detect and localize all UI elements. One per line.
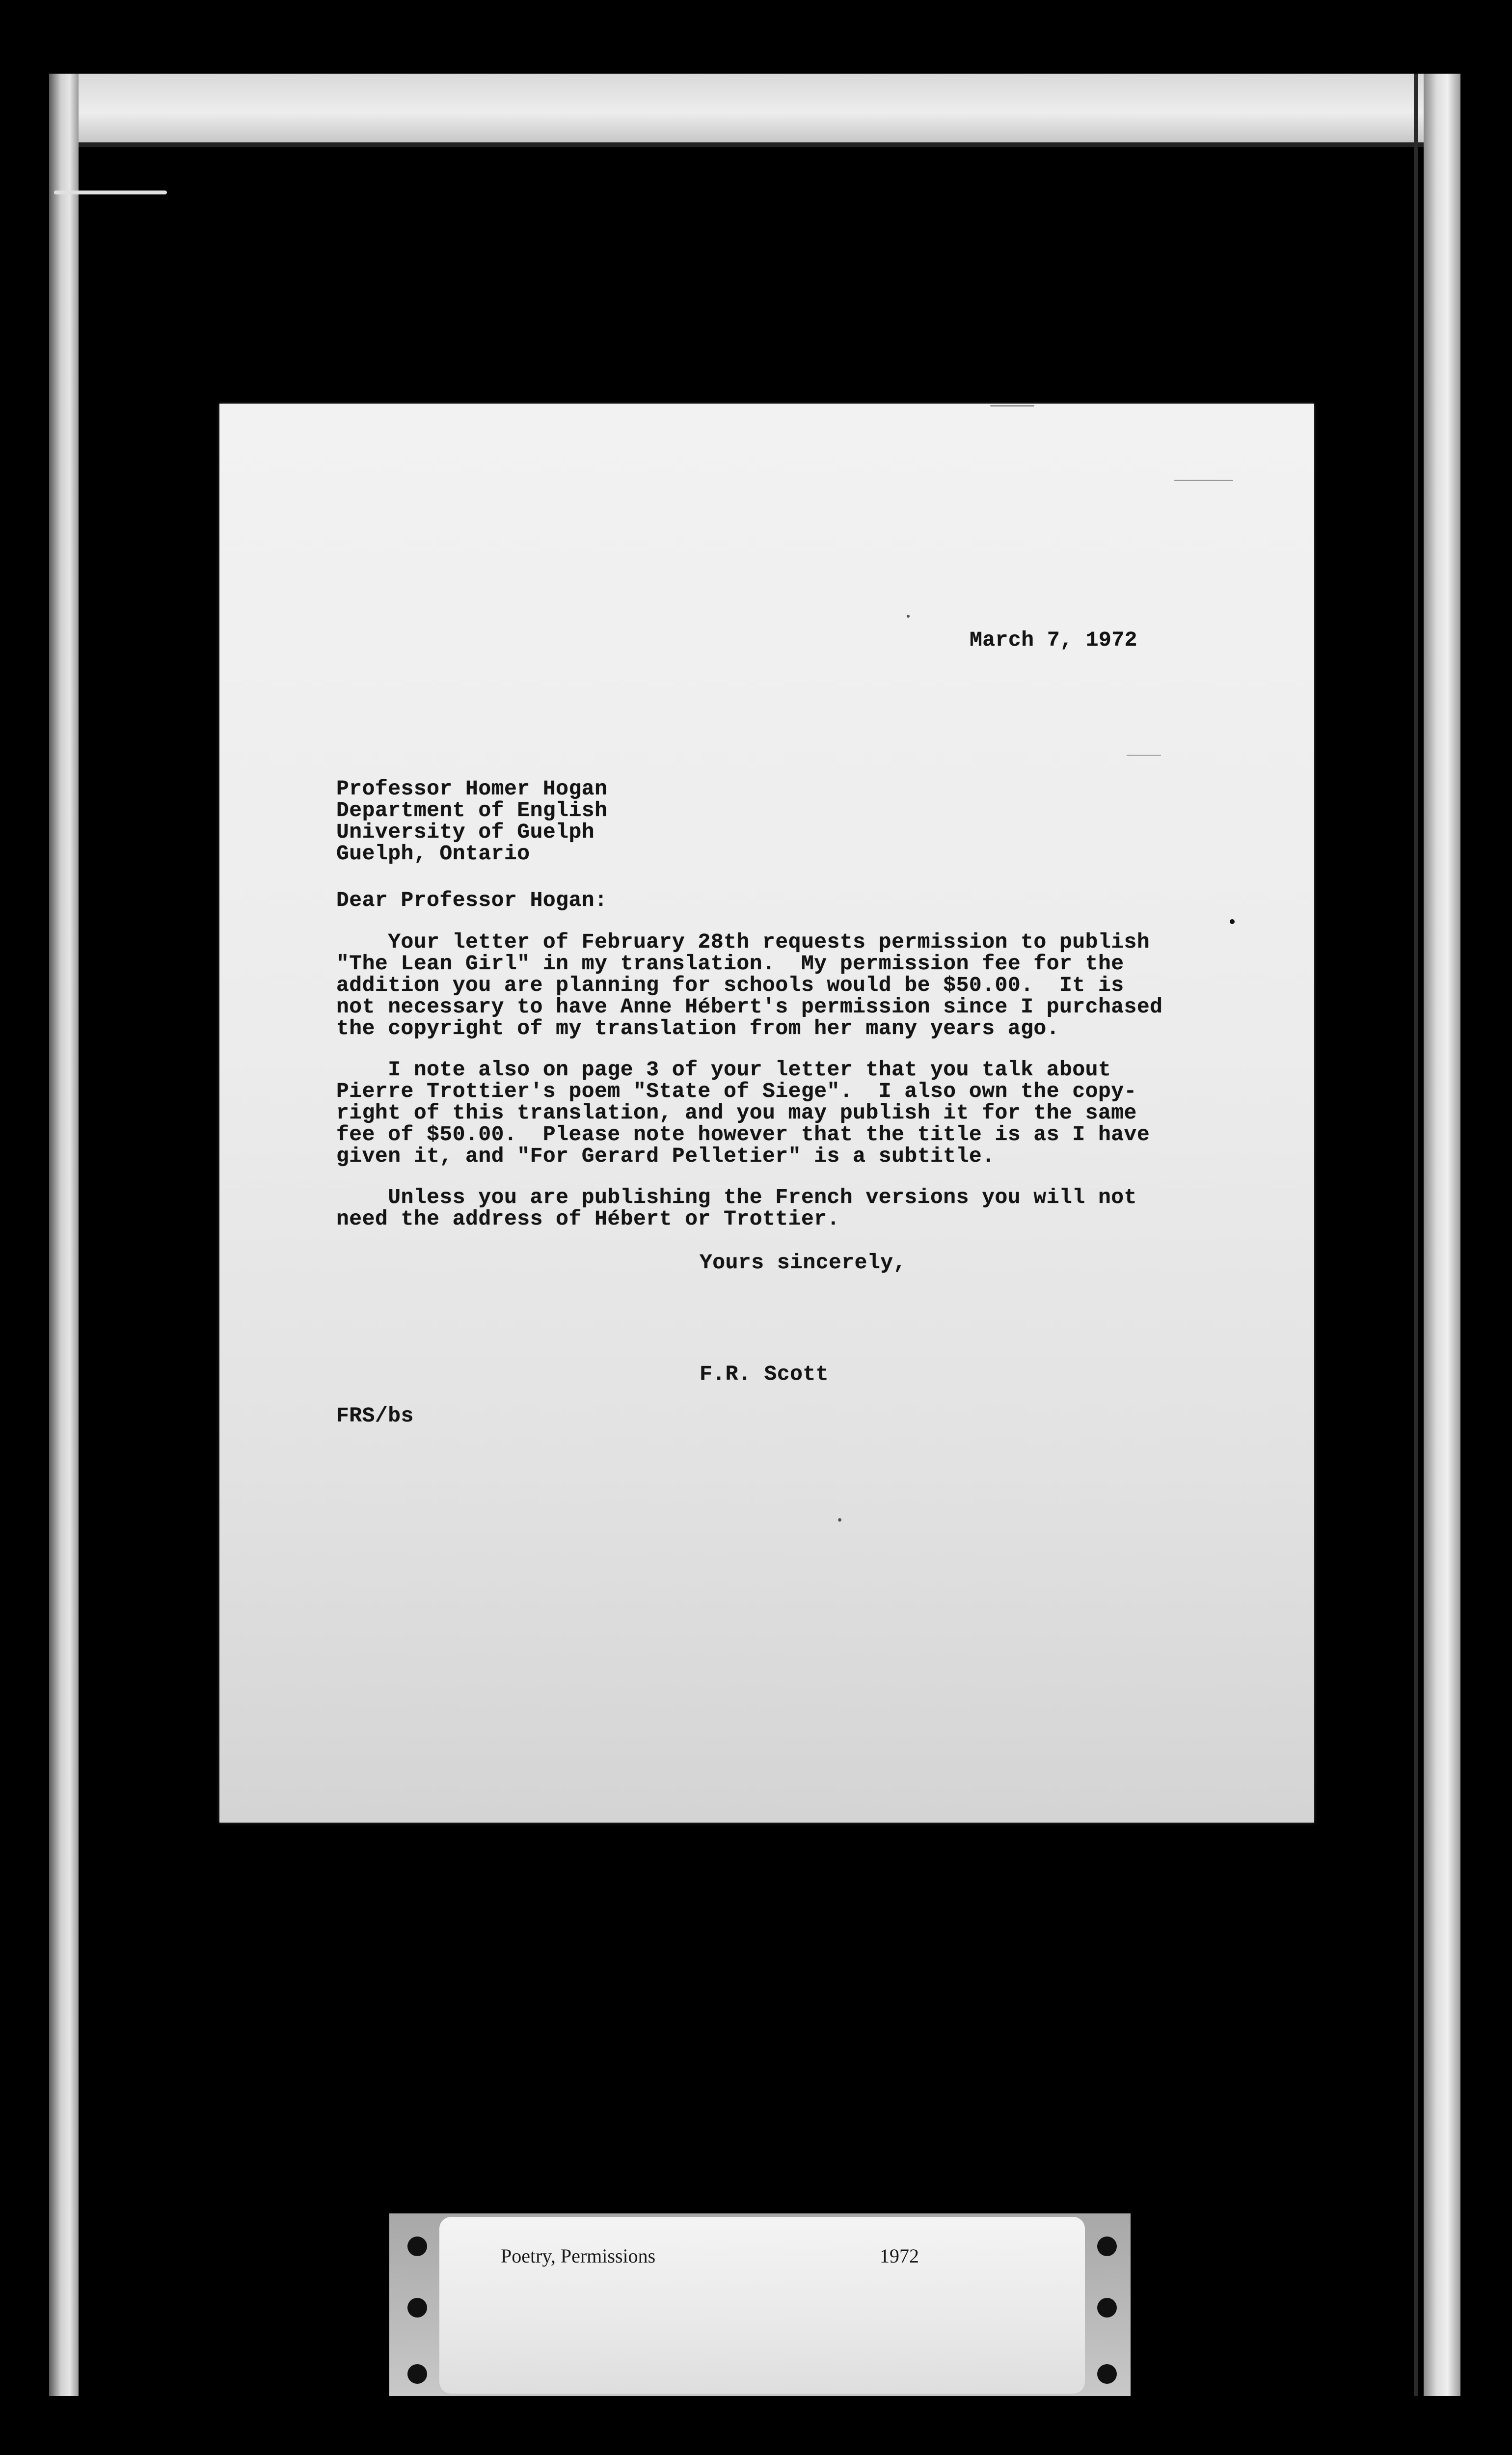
body-paragraph-3: Unless you are publishing the French versions you will not need the address of Hébert or Trottier.	[336, 1185, 1137, 1231]
body-paragraph-1: Your letter of February 28th requests permission to publish "The Lean Girl" in my translation. My permission fee for the addition you are planning for schools would be $50.00. It is not necessary to have Anne Hébert's permission since I purchased the copyright of my translation from her many years ago.	[336, 930, 1163, 1040]
film-inner-rule	[1414, 74, 1418, 2396]
recipient-line-2: Department of English	[336, 798, 608, 822]
sprocket-hole	[1097, 2298, 1117, 2318]
film-right-edge	[1424, 74, 1460, 2396]
body-paragraph-2: I note also on page 3 of your letter that you talk about Pierre Trottier's poem "State of Siege". I also own the copy- right of this translation, and you may publish it for the same fee of $50.00. Please note however that the title is as I have given it, and "For Gerard Pelletier" is a subtitle.	[336, 1058, 1150, 1168]
film-top-shadow	[49, 142, 1460, 147]
typist-initials: FRS/bs	[336, 1404, 414, 1428]
film-scratch-mark	[54, 191, 167, 194]
salutation: Dear Professor Hogan:	[336, 888, 608, 912]
scan-speck	[1230, 919, 1235, 924]
sprocket-hole	[1097, 2237, 1117, 2256]
scan-speck	[838, 1518, 841, 1522]
sprocket-hole	[1097, 2364, 1117, 2384]
recipient-address	[336, 778, 607, 865]
index-label-card	[439, 2217, 1085, 2394]
letter-page	[219, 404, 1314, 1823]
sprocket-hole	[407, 2364, 427, 2384]
recipient-line-1: Professor Homer Hogan	[336, 777, 608, 801]
scan-speck	[1174, 480, 1233, 481]
recipient-line-3: University of Guelph	[336, 820, 595, 844]
closing: Yours sincerely,	[700, 1251, 906, 1275]
sprocket-hole	[407, 2237, 427, 2256]
label-category: Poetry, Permissions	[501, 2245, 656, 2267]
letter-date: March 7, 1972	[970, 628, 1137, 652]
label-year: 1972	[880, 2245, 919, 2267]
sprocket-hole	[407, 2298, 427, 2318]
film-top-edge	[49, 74, 1460, 145]
scan-speck	[1127, 755, 1161, 756]
recipient-line-4: Guelph, Ontario	[336, 842, 530, 866]
scan-speck	[907, 615, 910, 618]
film-left-edge	[49, 74, 79, 2396]
scan-speck	[990, 405, 1034, 407]
signature-name: F.R. Scott	[700, 1362, 829, 1386]
